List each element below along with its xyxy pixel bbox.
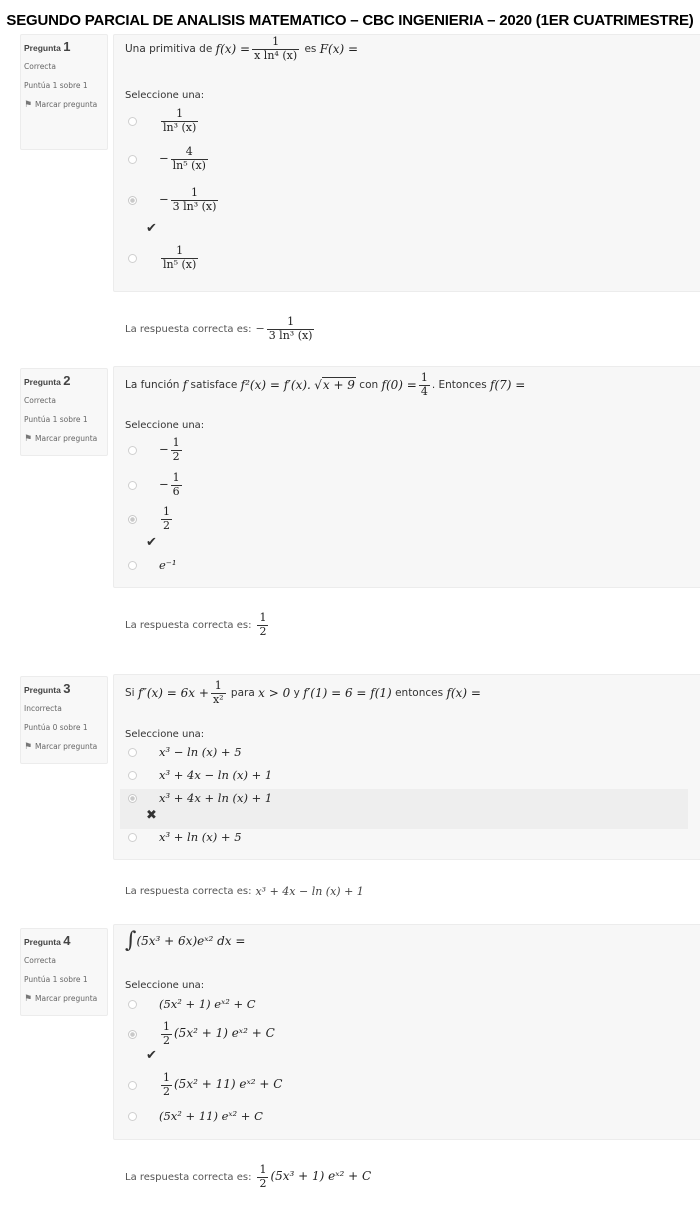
select-label: Seleccione una: (125, 980, 205, 991)
flag-icon: ⚑ (24, 100, 33, 110)
radio-button[interactable] (128, 1000, 137, 1009)
radio-button[interactable] (128, 117, 137, 126)
option-3d[interactable]: x³ + ln (x) + 5 (128, 830, 242, 844)
radio-button[interactable] (128, 155, 137, 164)
radio-button[interactable] (128, 1112, 137, 1121)
radio-button[interactable] (128, 771, 137, 780)
option-4b[interactable]: $\frac{1}{2}$ (5x² + 1) eˣ² + C (128, 1021, 275, 1047)
cross-icon: ✖ (146, 808, 157, 823)
question-text-3: Si f″(x) = 6x + $\frac{1}{\text{x²}}$ para x > 0 y f′(1) = 6 = f(1) entonces f(x) = (125, 679, 481, 706)
question-info-4 (20, 928, 108, 1016)
radio-button[interactable] (128, 748, 137, 757)
option-4c[interactable]: $\frac{1}{2}$ (5x² + 11) eˣ² + C (128, 1072, 282, 1098)
question-info-2 (20, 368, 108, 456)
question-number: Pregunta 2 (24, 373, 71, 388)
radio-button[interactable] (128, 833, 137, 842)
select-label: Seleccione una: (125, 729, 205, 740)
option-3a[interactable]: x³ − ln (x) + 5 (128, 745, 242, 759)
correct-answer-4: La respuesta correcta es: $\frac{1}{2}$ (5x³ + 1) eˣ² + C (125, 1163, 372, 1190)
question-info-3 (20, 676, 108, 764)
option-1d[interactable]: $\frac{1}{\text{ln⁵ (x)}}$ (128, 245, 200, 271)
question-state: Correcta (24, 956, 56, 965)
option-4d[interactable]: (5x² + 11) eˣ² + C (128, 1109, 263, 1123)
option-1a[interactable]: $\frac{1}{\text{ln³ (x)}}$ (128, 108, 200, 134)
question-text-1: Una primitiva de f(x) = $\frac{1}{\text{x ln⁴ (x)}}$ es F(x) = (125, 35, 359, 62)
flag-icon: ⚑ (24, 434, 33, 444)
flag-icon: ⚑ (24, 742, 33, 752)
question-state: Correcta (24, 396, 56, 405)
option-4a[interactable]: (5x² + 1) eˣ² + C (128, 997, 256, 1011)
option-1c[interactable]: − $\frac{1}{\text{3 ln³ (x)}}$ (128, 187, 220, 213)
checkmark-icon: ✔ (146, 535, 157, 550)
option-2d[interactable]: e⁻¹ (128, 558, 177, 572)
radio-button-selected[interactable] (128, 794, 137, 803)
radio-button[interactable] (128, 561, 137, 570)
correct-answer-1: La respuesta correcta es: − $\frac{1}{\text{3 ln³ (x)}}$ (125, 315, 313, 342)
radio-button-selected[interactable] (128, 515, 137, 524)
fraction: $\frac{1}{\text{x ln⁴ (x)}}$ (254, 35, 298, 62)
radio-button[interactable] (128, 1081, 137, 1090)
question-grade: Puntúa 1 sobre 1 (24, 975, 88, 984)
option-3c[interactable]: x³ + 4x + ln (x) + 1 (128, 791, 272, 805)
question-text-2: La función f satisface f²(x) = f′(x). √x + 9 con f(0) = $\frac{1}{4}$ . Entonces f(7) = (125, 371, 526, 398)
question-grade: Puntúa 0 sobre 1 (24, 723, 88, 732)
select-label: Seleccione una: (125, 420, 205, 431)
question-content-2 (113, 366, 700, 588)
radio-button[interactable] (128, 481, 137, 490)
checkmark-icon: ✔ (146, 1048, 157, 1063)
question-grade: Puntúa 1 sobre 1 (24, 415, 88, 424)
flag-question-button[interactable]: ⚑ Marcar pregunta (24, 100, 98, 110)
question-info-1 (20, 34, 108, 150)
flag-question-button[interactable]: ⚑ Marcar pregunta (24, 434, 98, 444)
option-2c[interactable]: $\frac{1}{2}$ (128, 506, 174, 532)
question-number: Pregunta 4 (24, 933, 71, 948)
correct-answer-3: La respuesta correcta es: x³ + 4x − ln (x) + 1 (125, 885, 364, 898)
question-state: Correcta (24, 62, 56, 71)
radio-button-selected[interactable] (128, 196, 137, 205)
radio-button[interactable] (128, 446, 137, 455)
option-2b[interactable]: − $\frac{1}{6}$ (128, 472, 184, 498)
option-1b[interactable]: − $\frac{4}{\text{ln⁵ (x)}}$ (128, 146, 210, 172)
select-label: Seleccione una: (125, 90, 205, 101)
option-3b[interactable]: x³ + 4x − ln (x) + 1 (128, 768, 272, 782)
question-number: Pregunta 1 (24, 39, 71, 54)
flag-question-button[interactable]: ⚑ Marcar pregunta (24, 994, 98, 1004)
correct-answer-2: La respuesta correcta es: $\frac{1}{2}$ (125, 611, 267, 638)
page-title: SEGUNDO PARCIAL DE ANALISIS MATEMATICO – CBC INGENIERIA – 2020 (1ER CUATRIMESTRE) (6, 12, 694, 29)
checkmark-icon: ✔ (146, 221, 157, 236)
question-number: Pregunta 3 (24, 681, 71, 696)
option-2a[interactable]: − $\frac{1}{2}$ (128, 437, 184, 463)
question-grade: Puntúa 1 sobre 1 (24, 81, 88, 90)
flag-question-button[interactable]: ⚑ Marcar pregunta (24, 742, 98, 752)
flag-icon: ⚑ (24, 994, 33, 1004)
question-state: Incorrecta (24, 704, 62, 713)
radio-button-selected[interactable] (128, 1030, 137, 1039)
radio-button[interactable] (128, 254, 137, 263)
question-text-4: ∫ (5x³ + 6x)eˣ² dx = (125, 928, 246, 953)
